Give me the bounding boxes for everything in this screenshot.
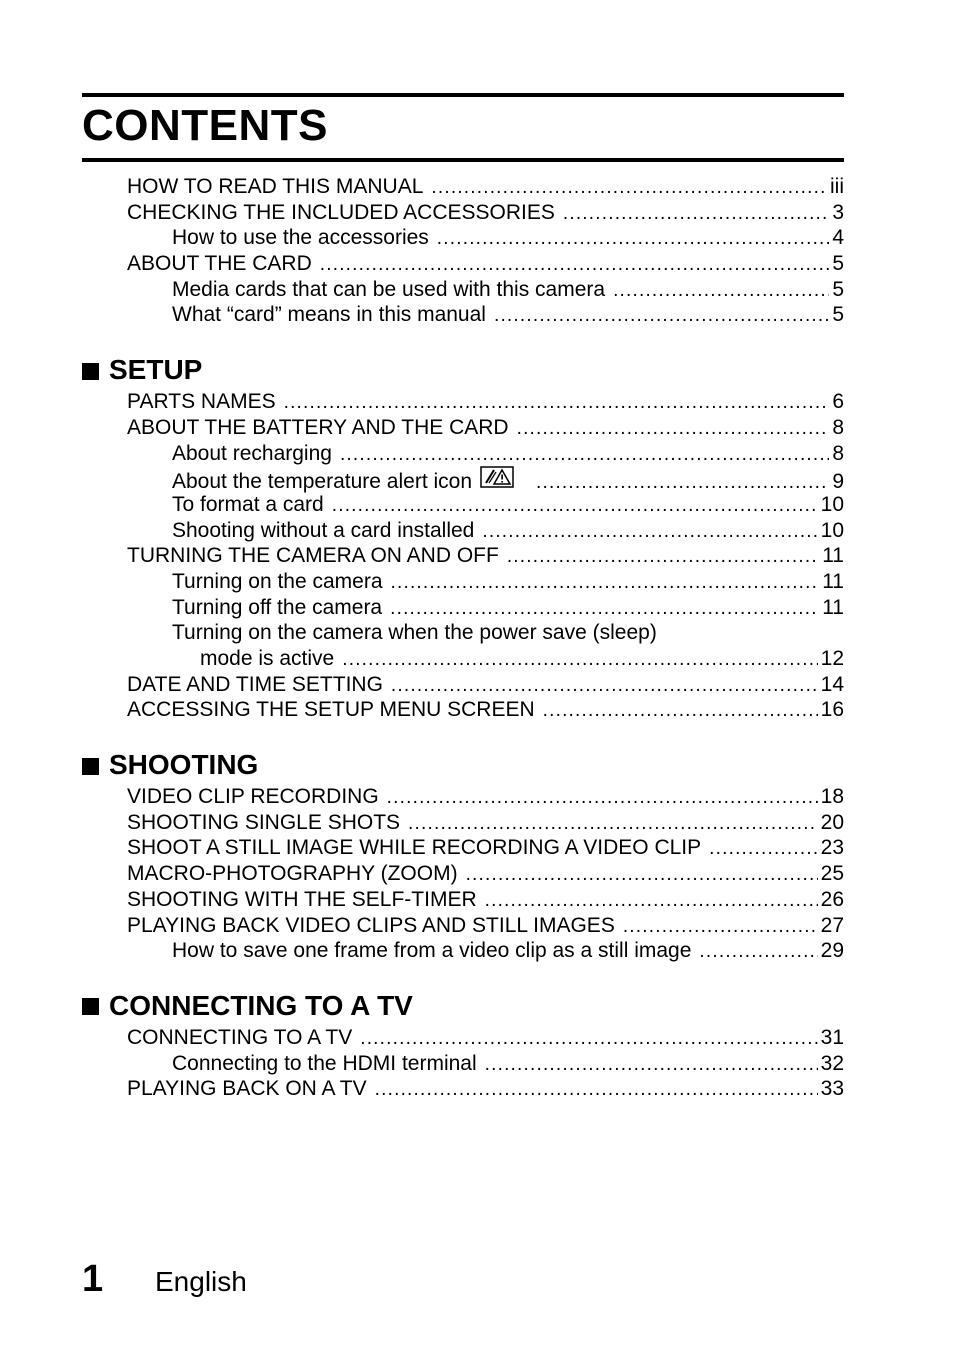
dot-leader xyxy=(485,1052,818,1078)
toc-entry-page: 26 xyxy=(820,887,844,911)
dot-leader xyxy=(482,519,817,545)
toc-entry-page: 8 xyxy=(832,415,844,439)
toc-entry[interactable] xyxy=(82,861,844,887)
dot-leader xyxy=(623,914,818,940)
toc-entry-title: How to save one frame from a video clip as a still image xyxy=(172,939,692,963)
toc-entry-page: 29 xyxy=(820,939,844,963)
toc-entry-page: 10 xyxy=(820,518,844,542)
dot-leader xyxy=(543,698,818,724)
dot-leader xyxy=(494,303,829,329)
toc-entry[interactable] xyxy=(82,938,844,964)
toc-entry-page: 11 xyxy=(822,595,844,619)
toc-entry-title: SHOOTING WITH THE SELF-TIMER xyxy=(127,887,477,911)
toc-entry-title: DATE AND TIME SETTING xyxy=(127,672,383,696)
toc-entry-title: HOW TO READ THIS MANUAL xyxy=(127,175,424,198)
dot-leader xyxy=(391,570,820,596)
toc-entry-title: PLAYING BACK ON A TV xyxy=(127,1077,367,1101)
dot-leader xyxy=(320,252,830,278)
toc-entry-title: About recharging xyxy=(172,441,332,465)
toc-entry-title: CHECKING THE INCLUDED ACCESSORIES xyxy=(127,200,555,224)
dot-leader xyxy=(332,493,818,519)
section-heading xyxy=(82,354,844,386)
toc-entry-title: Connecting to the HDMI terminal xyxy=(172,1051,477,1075)
dot-leader xyxy=(517,416,830,442)
section-heading-text: SETUP xyxy=(109,354,203,386)
toc-entry[interactable] xyxy=(82,887,844,913)
toc-entry-page: 12 xyxy=(820,647,844,670)
language-label: English xyxy=(155,1266,247,1297)
square-bullet-icon xyxy=(82,758,99,775)
toc-entry[interactable] xyxy=(82,835,844,861)
toc-entry[interactable] xyxy=(82,646,844,672)
toc-entry-page: 14 xyxy=(820,672,844,696)
toc-entry-page: 10 xyxy=(820,492,844,516)
toc-entry[interactable] xyxy=(82,492,844,518)
toc-entry-title: PLAYING BACK VIDEO CLIPS AND STILL IMAGES xyxy=(127,913,615,937)
page-title: CONTENTS xyxy=(82,101,328,150)
toc-entry[interactable] xyxy=(82,569,844,595)
toc-entry[interactable] xyxy=(82,697,844,723)
toc-entry[interactable] xyxy=(82,441,844,467)
dot-leader xyxy=(485,888,818,914)
square-bullet-icon xyxy=(82,998,99,1015)
dot-leader xyxy=(699,939,817,965)
toc-entry[interactable] xyxy=(82,595,844,621)
toc-entry-title: PARTS NAMES xyxy=(127,390,276,414)
dot-leader xyxy=(437,226,830,252)
toc-entry-title: SHOOTING SINGLE SHOTS xyxy=(127,810,401,834)
toc-entry-page: 23 xyxy=(820,836,844,860)
dot-leader xyxy=(284,390,830,416)
toc-entry[interactable] xyxy=(82,810,844,836)
dot-leader xyxy=(431,175,827,201)
dot-leader xyxy=(387,785,818,811)
toc-entry[interactable] xyxy=(82,200,844,226)
toc-entry-page: 9 xyxy=(832,470,844,494)
toc-entry-title: SHOOT A STILL IMAGE WHILE RECORDING A VIDEO CLIP xyxy=(127,836,702,860)
toc-entry-title: Media cards that can be used with this camera xyxy=(172,277,606,301)
toc-entry-page: 31 xyxy=(820,1025,844,1049)
dot-leader xyxy=(466,862,818,888)
dot-leader xyxy=(507,544,819,570)
toc-entry-page: 11 xyxy=(822,544,844,568)
toc-entry[interactable] xyxy=(82,389,844,415)
toc-entry-title: VIDEO CLIP RECORDING xyxy=(127,785,379,809)
dot-leader xyxy=(390,596,819,622)
toc-entry-page: 33 xyxy=(820,1077,844,1101)
toc-entry-title: About the temperature alert icon xyxy=(172,470,473,494)
toc-entry[interactable] xyxy=(82,543,844,569)
toc-entry[interactable] xyxy=(82,1025,844,1051)
dot-leader xyxy=(342,647,817,673)
toc-entry-page: iii xyxy=(830,175,844,198)
toc-entry-page: 6 xyxy=(832,390,844,414)
dot-leader xyxy=(563,201,829,227)
toc-entry[interactable] xyxy=(82,466,844,492)
toc-entry[interactable] xyxy=(82,174,844,200)
toc-entry-page: 20 xyxy=(820,810,844,834)
toc-entry-title: To format a card xyxy=(172,492,324,516)
toc-entry-title: ABOUT THE BATTERY AND THE CARD xyxy=(127,415,509,439)
title-underline-rule xyxy=(82,158,844,162)
dot-leader xyxy=(340,442,829,468)
toc-entry[interactable] xyxy=(82,1051,844,1077)
toc-entry[interactable] xyxy=(82,784,844,810)
page-number: 1 xyxy=(82,1258,104,1300)
toc-entry-page: 5 xyxy=(832,303,844,327)
toc-entry-title: Shooting without a card installed xyxy=(172,518,475,542)
dot-leader xyxy=(375,1077,818,1103)
section-heading-text: CONNECTING TO A TV xyxy=(109,989,413,1021)
toc-entry-page: 5 xyxy=(832,277,844,301)
toc-entry-page: 3 xyxy=(832,200,844,224)
temperature-alert-icon xyxy=(480,466,514,488)
toc-entry[interactable] xyxy=(82,913,844,939)
toc-entry-title: What “card” means in this manual xyxy=(172,303,486,327)
toc-entry-page: 25 xyxy=(820,862,844,886)
toc-entry-title: MACRO-PHOTOGRAPHY (ZOOM) xyxy=(127,862,458,886)
toc-entry-title: How to use the accessories xyxy=(172,226,429,250)
toc-entry-title: mode is active xyxy=(200,647,335,670)
square-bullet-icon xyxy=(82,363,99,380)
section-heading-text: SHOOTING xyxy=(109,749,259,781)
toc-entry[interactable] xyxy=(82,302,844,328)
toc-entry-title: CONNECTING TO A TV xyxy=(127,1025,353,1049)
toc-entry[interactable] xyxy=(82,415,844,441)
toc-entry-page: 18 xyxy=(820,785,844,809)
toc-entry[interactable] xyxy=(82,251,844,277)
table-of-contents xyxy=(82,174,844,1102)
toc-entry[interactable] xyxy=(82,672,844,698)
section-heading xyxy=(82,990,844,1022)
toc-entry-page: 5 xyxy=(832,252,844,276)
toc-entry[interactable] xyxy=(82,620,844,646)
toc-entry[interactable] xyxy=(82,1076,844,1102)
toc-entry-title: Turning on the camera xyxy=(172,569,383,593)
dot-leader xyxy=(391,673,818,699)
toc-entry-title: TURNING THE CAMERA ON AND OFF xyxy=(127,544,499,568)
toc-entry-title: Turning on the camera when the power save (sleep) xyxy=(172,621,657,645)
toc-entry-title: ACCESSING THE SETUP MENU SCREEN xyxy=(127,698,535,722)
toc-entry-page: 4 xyxy=(832,226,844,250)
dot-leader xyxy=(709,836,817,862)
toc-entry-page: 16 xyxy=(820,698,844,722)
toc-entry-title: Turning off the camera xyxy=(172,595,383,619)
toc-entry[interactable] xyxy=(82,518,844,544)
dot-leader xyxy=(613,278,829,304)
top-rule xyxy=(82,93,844,97)
toc-entry[interactable] xyxy=(82,277,844,303)
toc-entry-page: 8 xyxy=(832,441,844,465)
toc-entry[interactable] xyxy=(82,225,844,251)
section-heading xyxy=(82,749,844,781)
toc-entry-title: ABOUT THE CARD xyxy=(127,252,312,276)
toc-entry-page: 27 xyxy=(820,913,844,937)
dot-leader xyxy=(408,811,818,837)
toc-entry-page: 11 xyxy=(822,569,844,593)
dot-leader xyxy=(360,1026,817,1052)
toc-entry-page: 32 xyxy=(820,1051,844,1075)
